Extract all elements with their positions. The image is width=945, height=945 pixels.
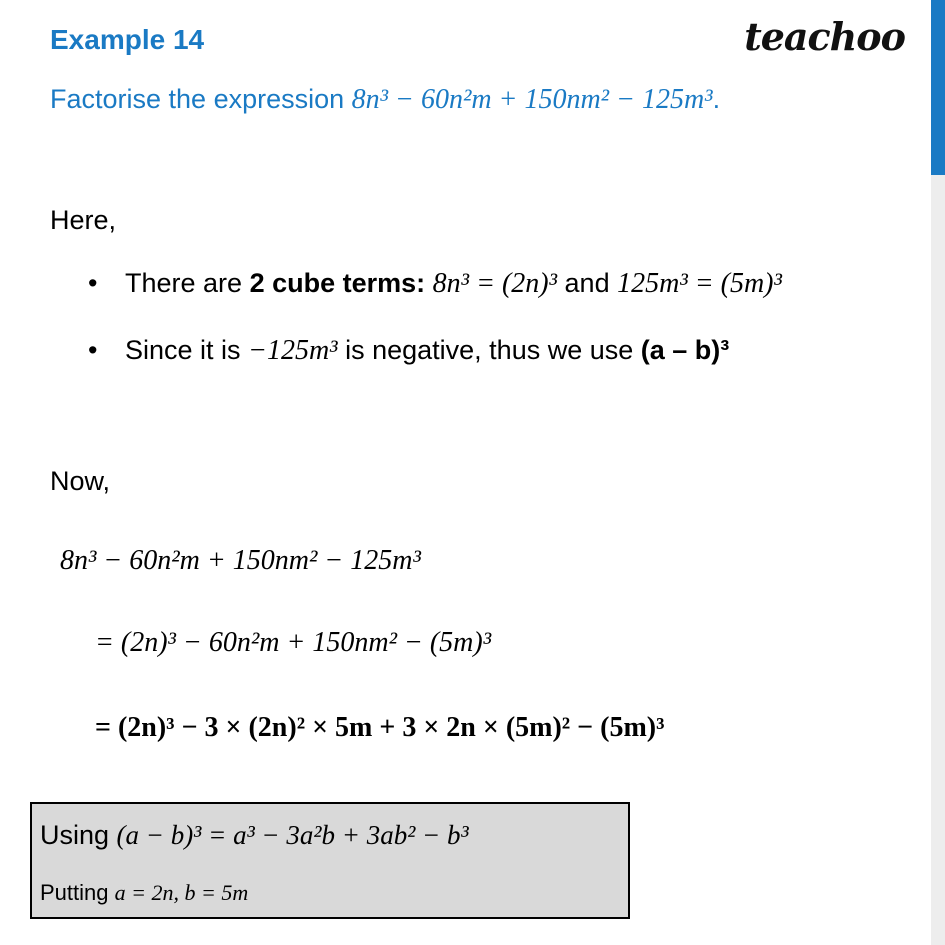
bullet-bold-text: 2 cube terms: xyxy=(249,268,426,298)
formula-using-line xyxy=(40,820,469,851)
equation-line-1: 8n³ − 60n²m + 150nm² − 125m³ xyxy=(60,545,421,576)
now-label: Now, xyxy=(50,466,111,496)
bullet-cube-terms xyxy=(125,268,782,300)
here-label: Here, xyxy=(50,205,117,235)
cube-term-2: 125m³ = (5m)³ xyxy=(617,268,782,299)
example-heading: Example 14 xyxy=(50,24,205,55)
negative-term: −125m³ xyxy=(248,335,338,366)
bullet-pre-text: There are xyxy=(125,268,243,298)
identity-formula: (a − b)³ = a³ − 3a²b + 3ab² − b³ xyxy=(116,820,469,850)
bullet-mid-text: and xyxy=(564,268,610,298)
formula-putting-line xyxy=(40,880,248,906)
question-expression: 8n³ − 60n²m + 150nm² − 125m³ xyxy=(351,84,713,115)
scrollbar-thumb[interactable] xyxy=(931,0,945,175)
cube-term-1: 8n³ = (2n)³ xyxy=(432,268,558,299)
teachoo-logo: teachoo xyxy=(744,14,905,59)
substitution-values: a = 2n, b = 5m xyxy=(114,880,249,905)
using-label: Using xyxy=(40,820,110,850)
putting-label: Putting xyxy=(40,880,109,905)
bullet-dot: • xyxy=(88,335,98,365)
question-end: . xyxy=(712,84,721,114)
bullet-pre-text: Since it is xyxy=(125,335,241,365)
equation-line-3: = (2n)³ − 3 × (2n)² × 5m + 3 × 2n × (5m)² − (5m)³ xyxy=(95,712,665,743)
bullet-dot: • xyxy=(88,268,98,298)
question-text: Factorise the expression xyxy=(50,84,345,114)
equation-line-2: = (2n)³ − 60n²m + 150nm² − (5m)³ xyxy=(95,627,492,658)
identity-name: (a – b)³ xyxy=(640,335,730,365)
bullet-negative-term xyxy=(125,335,729,367)
question-line xyxy=(50,84,720,116)
bullet-mid-text: is negative, thus we use xyxy=(345,335,634,365)
